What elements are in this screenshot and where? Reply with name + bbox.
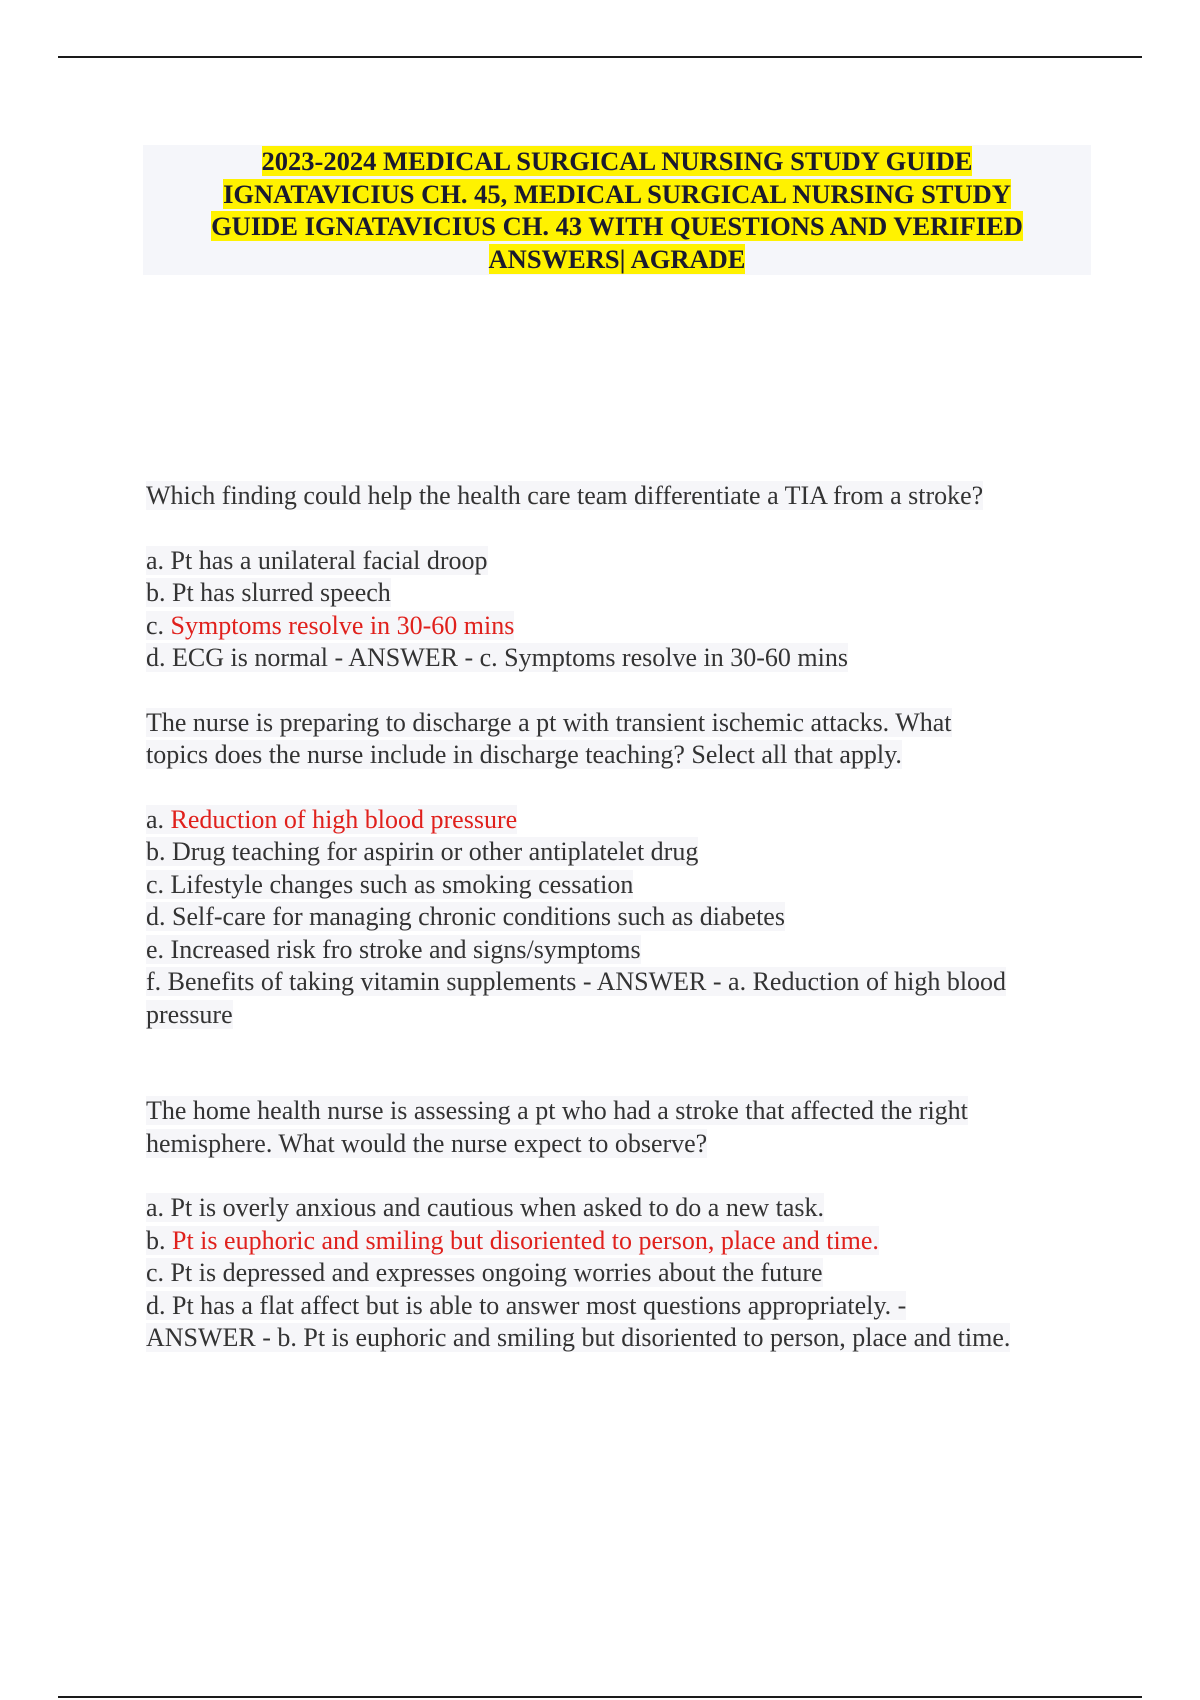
- title-line: GUIDE IGNATAVICIUS CH. 43 WITH QUESTIONS AND VERIFIED: [211, 211, 1023, 241]
- option-d: d. Pt has a flat affect but is able to answer most questions appropriately. -: [146, 1290, 907, 1320]
- option-b-correct: b. Pt is euphoric and smiling but disoriented to person, place and time.: [146, 1225, 879, 1255]
- option-d-continued: ANSWER - b. Pt is euphoric and smiling but disoriented to person, place and time.: [146, 1323, 1011, 1352]
- question-stem-line: hemisphere. What would the nurse expect to observe?: [146, 1128, 708, 1158]
- correct-answer: Symptoms resolve in 30-60 mins: [170, 610, 515, 640]
- questions-section: [146, 480, 1096, 1355]
- correct-answer: Reduction of high blood pressure: [170, 804, 518, 834]
- option-c-correct: c. Symptoms resolve in 30-60 mins: [146, 610, 515, 640]
- option-b: b. Drug teaching for aspirin or other antiplatelet drug: [146, 837, 699, 866]
- title-line: 2023-2024 MEDICAL SURGICAL NURSING STUDY GUIDE: [261, 146, 973, 176]
- option-c: c. Lifestyle changes such as smoking cessation: [146, 869, 634, 899]
- option-a: a. Pt is overly anxious and cautious when asked to do a new task.: [146, 1193, 825, 1222]
- option-a: a. Pt has a unilateral facial droop: [146, 545, 488, 575]
- question-stem-line: The home health nurse is assessing a pt who had a stroke that affected the right: [146, 1096, 968, 1125]
- title-line: ANSWERS| AGRADE: [488, 243, 746, 274]
- option-b: b. Pt has slurred speech: [146, 578, 391, 607]
- question-2: [146, 707, 1096, 1032]
- title-box: [143, 145, 1091, 275]
- question-3: [146, 1095, 1096, 1355]
- correct-answer: Pt is euphoric and smiling but disoriented to person, place and time.: [172, 1225, 879, 1255]
- bottom-rule: [58, 1696, 1142, 1698]
- option-d: d. ECG is normal - ANSWER - c. Symptoms resolve in 30-60 mins: [146, 643, 848, 672]
- question-stem: Which finding could help the health care team differentiate a TIA from a stroke?: [146, 481, 984, 510]
- option-f: f. Benefits of taking vitamin supplements - ANSWER - a. Reduction of high blood: [146, 967, 1007, 996]
- top-rule: [58, 56, 1142, 58]
- question-stem-line: topics does the nurse include in discharge teaching? Select all that apply.: [146, 740, 902, 769]
- question-stem-line: The nurse is preparing to discharge a pt with transient ischemic attacks. What: [146, 707, 952, 737]
- option-e: e. Increased risk fro stroke and signs/symptoms: [146, 934, 641, 964]
- option-f-continued: pressure: [146, 999, 233, 1029]
- option-a-correct: a. Reduction of high blood pressure: [146, 804, 518, 834]
- question-1: [146, 480, 1096, 675]
- option-d: d. Self-care for managing chronic conditions such as diabetes: [146, 902, 785, 931]
- option-c: c. Pt is depressed and expresses ongoing worries about the future: [146, 1258, 823, 1287]
- document-title: [167, 145, 1067, 275]
- title-line: IGNATAVICIUS CH. 45, MEDICAL SURGICAL NURSING STUDY: [223, 178, 1011, 209]
